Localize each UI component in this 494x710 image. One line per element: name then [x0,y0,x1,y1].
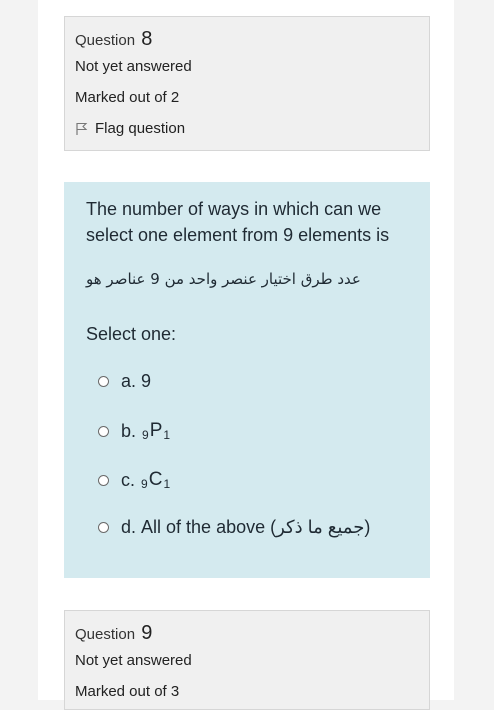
option-a-text: 9 [141,371,152,391]
option-a[interactable] [98,371,151,392]
question-8-number: 8 [141,28,153,50]
option-b-post-subscript: 1 [163,428,171,442]
flag-question-label: Flag question [95,120,186,137]
question-9-marks: Marked out of 3 [75,683,180,700]
question-8-status: Not yet answered [75,58,192,75]
radio-option-d[interactable] [98,522,109,533]
question-8-info [64,16,430,151]
option-c-letter: c. [121,469,136,490]
option-c-pre-subscript: 9 [141,477,148,491]
option-b[interactable] [98,420,171,442]
question-8-prefix: Question [75,32,136,49]
flag-icon [75,122,89,136]
question-9-info [64,610,430,710]
question-text-arabic: عدد طرق اختيار عنصر واحد من 9 عناصر هو [86,270,361,288]
radio-option-b[interactable] [98,426,109,437]
option-c-symbol: C [148,469,163,490]
question-8-title [75,27,419,51]
option-c[interactable] [98,469,171,491]
radio-option-a[interactable] [98,376,109,387]
option-c-post-subscript: 1 [163,477,171,491]
question-9-status: Not yet answered [75,652,192,669]
option-b-symbol: P [149,420,163,441]
option-a-letter: a. [121,371,137,391]
question-9-number: 9 [141,622,153,644]
option-b-pre-subscript: 9 [142,428,149,442]
option-b-letter: b. [121,420,137,441]
question-9-title [75,621,419,645]
option-d-letter: d. [121,517,137,537]
select-one-prompt: Select one: [86,324,177,344]
question-9-prefix: Question [75,626,136,643]
question-8-marks: Marked out of 2 [75,89,180,106]
question-text: The number of ways in which can we select one element from 9 elements is [86,199,390,245]
option-d[interactable] [98,517,370,538]
option-d-text: All of the above (جميع ما ذكر) [141,517,371,537]
flag-question-link[interactable] [75,113,419,144]
radio-option-c[interactable] [98,475,109,486]
